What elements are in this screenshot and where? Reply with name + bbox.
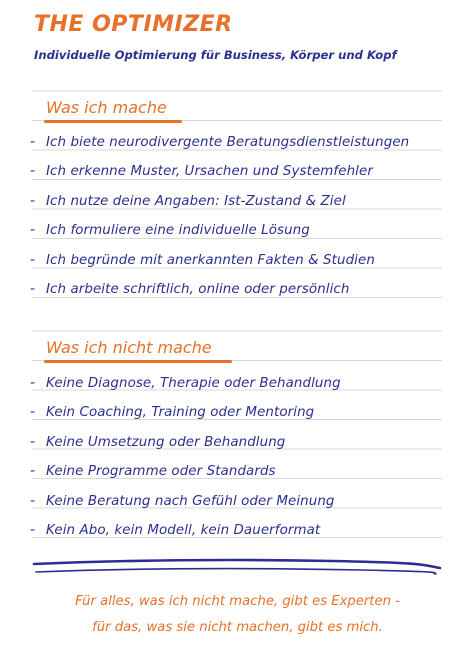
list-item <box>30 509 341 539</box>
list-item-text: Ich nutze deine Angaben: Ist-Zustand & Ziel <box>46 193 346 209</box>
does-not-list <box>30 361 341 538</box>
footer-line-1: Für alles, was ich nicht mache, gibt es Experten - <box>75 594 400 609</box>
list-item-text: Keine Umsetzung oder Behandlung <box>46 434 286 450</box>
bullet-dash: - <box>30 433 36 450</box>
list-item-text: Ich begründe mit anerkannten Fakten & Studien <box>46 252 375 268</box>
list-item <box>30 479 341 509</box>
page-subtitle: Individuelle Optimierung für Business, Körper und Kopf <box>34 48 397 62</box>
list-item-text: Keine Programme oder Standards <box>46 464 276 479</box>
list-item-text: Kein Coaching, Training oder Mentoring <box>46 405 315 420</box>
bullet-dash: - <box>30 492 36 509</box>
bullet-dash: - <box>30 404 36 420</box>
bullet-dash: - <box>30 192 36 209</box>
does-list <box>30 120 409 297</box>
bullet-dash: - <box>30 463 36 479</box>
list-item <box>30 120 409 150</box>
bullet-dash: - <box>30 251 36 268</box>
list-item <box>30 391 341 421</box>
bullet-dash: - <box>30 222 36 238</box>
list-item-text: Keine Beratung nach Gefühl oder Meinung <box>46 493 335 509</box>
section-heading-does-not: Was ich nicht mache <box>46 338 212 357</box>
bullet-dash: - <box>30 133 36 150</box>
list-item-text: Ich formuliere eine individuelle Lösung <box>46 223 310 238</box>
list-item-text: Ich erkenne Muster, Ursachen und Systemfehler <box>46 164 373 179</box>
list-item-text: Ich arbeite schriftlich, online oder persönlich <box>46 282 350 297</box>
list-item <box>30 268 409 298</box>
list-item <box>30 179 409 209</box>
list-item <box>30 361 341 391</box>
list-item <box>30 238 409 268</box>
bullet-dash: - <box>30 522 36 538</box>
list-item-text: Ich biete neurodivergente Beratungsdienstleistungen <box>46 134 410 150</box>
list-item-text: Keine Diagnose, Therapie oder Behandlung <box>46 375 341 391</box>
bullet-dash: - <box>30 374 36 391</box>
bullet-dash: - <box>30 163 36 179</box>
list-item <box>30 420 341 450</box>
divider-stroke <box>32 556 442 580</box>
page-title: THE OPTIMIZER <box>34 12 233 37</box>
bullet-dash: - <box>30 281 36 297</box>
list-item-text: Kein Abo, kein Modell, kein Dauerformat <box>46 523 321 538</box>
list-item <box>30 209 409 239</box>
list-item <box>30 150 409 180</box>
footer-line-2: für das, was sie nicht machen, gibt es mich. <box>92 620 383 635</box>
list-item <box>30 450 341 480</box>
section-heading-does: Was ich mache <box>46 98 167 117</box>
